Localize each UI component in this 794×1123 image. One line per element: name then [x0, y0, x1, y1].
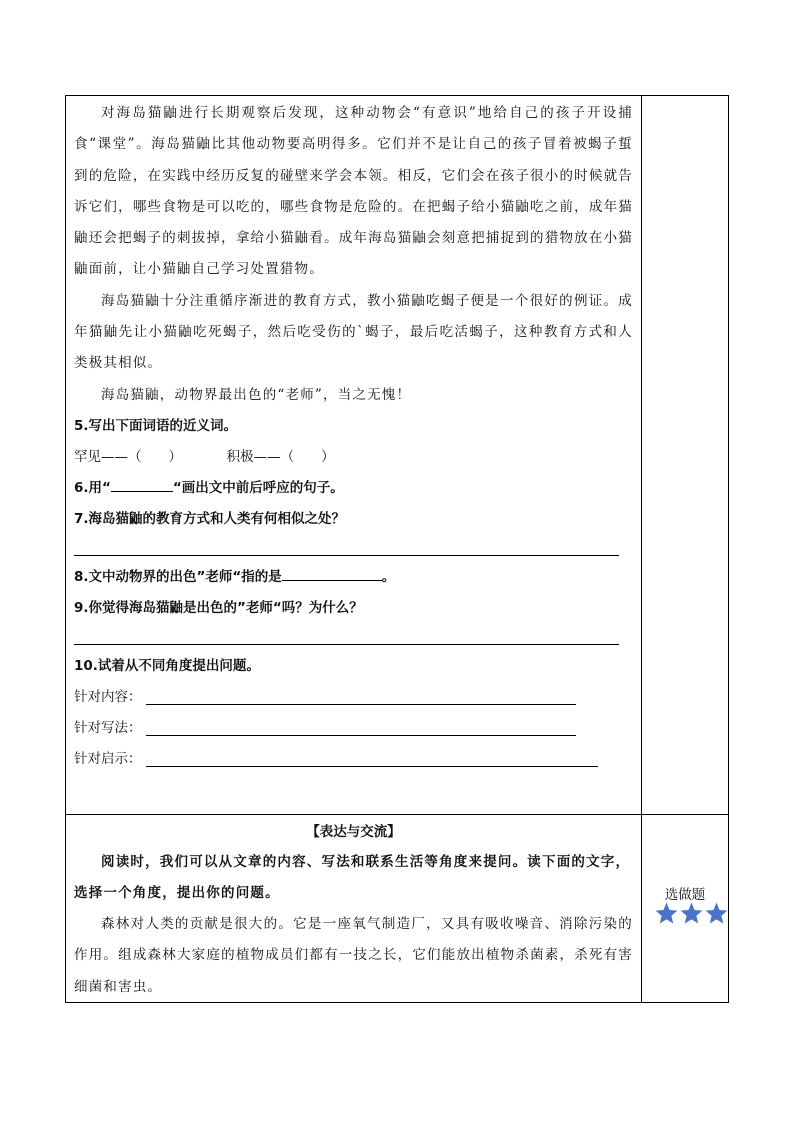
q10-content-row — [74, 682, 633, 713]
q7-answer-line[interactable] — [74, 535, 619, 556]
worksheet-table — [65, 95, 729, 1003]
question-5: 5.写出下面词语的近义词。 — [74, 417, 238, 434]
q10-writing-line[interactable] — [146, 715, 576, 736]
q10-content-line[interactable] — [146, 684, 576, 705]
q10-content-label: 针对内容： — [74, 688, 142, 705]
reading-cell — [66, 96, 642, 814]
q10-insight-line[interactable] — [146, 746, 598, 767]
q10-writing-row — [74, 713, 633, 744]
section-title: 【表达与交流】 — [306, 824, 401, 840]
star-icon — [654, 901, 679, 926]
optional-label: 选做题 — [664, 887, 706, 903]
reading-passage — [74, 96, 633, 411]
passage-paragraph: 海岛猫鼬十分注重循序渐进的教育方式，教小猫鼬吃蝎子便是一个很好的例证。成年猫鼬先让小猫鼬吃死蝎子，然后吃受伤的`蝎子，最后吃活蝎子，这种教育方式和人类极其相似。 — [74, 292, 633, 372]
question-5-items — [74, 442, 633, 473]
reading-side-cell — [642, 96, 728, 814]
q8-answer-blank[interactable] — [282, 566, 382, 581]
star-shape — [681, 903, 703, 924]
express-intro: 阅读时，我们可以从文章的内容、写法和联系生活等角度来提问。读下面的文字，选择一个角度，提出你的问题。 — [74, 854, 631, 901]
star-shape — [706, 903, 728, 924]
q9-answer-line[interactable] — [74, 624, 619, 645]
optional-side-cell — [642, 815, 728, 1002]
star-shape — [656, 903, 678, 924]
passage-paragraph: 海岛猫鼬，动物界最出色的“老师”，当之无愧！ — [101, 386, 412, 403]
question-7: 7.海岛猫鼬的教育方式和人类有何相似之处？ — [74, 510, 346, 527]
q10-insight-label: 针对启示： — [74, 750, 142, 767]
q10-insight-row — [74, 744, 633, 775]
passage-paragraph: 对海岛猫鼬进行长期观察后发现，这种动物会“有意识”地给自己的孩子开设捕食“课堂”。海岛猫鼬比其他动物要高明得多。它们并不是让自己的孩子冒着被蝎子蜇到的危险，在实践中经历反复的碰壁来学会本领。相反，它们会在孩子很小的时候就告诉它们，哪些食物是可以吃的，哪些食物是危险的。在把蝎子给小猫鼬吃之前，成年猫鼬还会把蝎子的刺拔掉，拿给小猫鼬看。成年海岛猫鼬会刻意把捕捉到的猎物放在小猫鼬面前，让小猫鼬自己学习处置猎物。 — [74, 105, 633, 278]
question-10: 10.试着从不同角度提出问题。 — [74, 657, 260, 674]
express-paragraph: 森林对人类的贡献是很大的。它是一座氧气制造厂，又具有吸收噪音、消除污染的作用。组成森林大家庭的植物成员们都有一技之长，它们能放出植物杀菌素，杀死有害细菌和害虫。 — [74, 916, 633, 995]
question-6: 6.用“ “画出文中前后呼应的句子。 — [74, 473, 633, 504]
star-icon — [704, 901, 729, 926]
reading-row — [66, 96, 728, 814]
underline-mark-blank[interactable] — [111, 477, 173, 492]
q10-writing-label: 针对写法： — [74, 719, 142, 736]
express-passage — [74, 909, 633, 1003]
question-8: 8.文中动物界的出色”老师“指的是 。 — [74, 562, 633, 593]
synonym-item-1: 罕见——（ ） — [74, 448, 182, 465]
difficulty-stars — [654, 901, 729, 926]
question-9: 9.你觉得海岛猫鼬是出色的”老师“吗？为什么？ — [74, 599, 363, 616]
star-icon — [679, 901, 704, 926]
express-cell — [66, 815, 642, 1002]
synonym-item-2: 积极——（ ） — [226, 448, 335, 465]
express-row — [66, 814, 728, 1002]
